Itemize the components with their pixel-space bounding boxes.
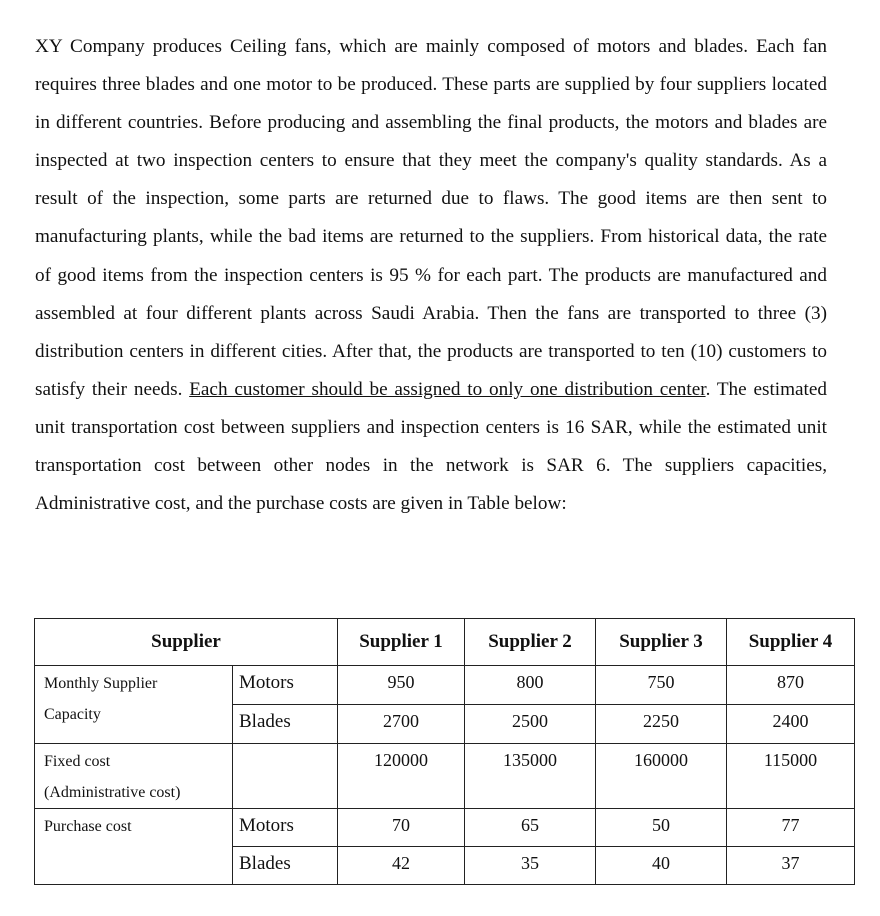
- capacity-label: Monthly Supplier Capacity: [35, 666, 233, 744]
- fixed-cost-label: Fixed cost (Administrative cost): [35, 744, 233, 809]
- purchase-blades-s3: 40: [596, 847, 727, 885]
- statement-underlined-text: Each customer should be assigned to only one distribution center: [189, 378, 706, 400]
- fixed-cost-s2: 135000: [465, 744, 596, 809]
- fixed-cost-s4: 115000: [727, 744, 855, 809]
- purchase-blades-s1: 42: [338, 847, 465, 885]
- purchase-blades-s4: 37: [727, 847, 855, 885]
- statement-text-end: . The estimated unit transportation cost between suppliers and inspection centers is 16 SAR, while the estimated unit transportation cost between other nodes in the network is SAR 6. The suppliers capacities, Administrative cost, and the purchase costs are given in Table below:: [35, 378, 827, 515]
- fixed-cost-s3: 160000: [596, 744, 727, 809]
- capacity-blades-label: Blades: [233, 705, 338, 744]
- purchase-blades-s2: 35: [465, 847, 596, 885]
- problem-statement: [35, 28, 827, 523]
- purchase-motors-s1: 70: [338, 809, 465, 847]
- purchase-cost-label: Purchase cost: [35, 809, 233, 885]
- capacity-motors-s1: 950: [338, 666, 465, 705]
- header-supplier-4: Supplier 4: [727, 619, 855, 666]
- purchase-blades-label: Blades: [233, 847, 338, 885]
- capacity-blades-s3: 2250: [596, 705, 727, 744]
- purchase-motors-s2: 65: [465, 809, 596, 847]
- capacity-blades-s1: 2700: [338, 705, 465, 744]
- capacity-blades-s4: 2400: [727, 705, 855, 744]
- table-row: [35, 809, 855, 847]
- capacity-blades-s2: 2500: [465, 705, 596, 744]
- capacity-motors-s4: 870: [727, 666, 855, 705]
- header-supplier-label: Supplier: [35, 619, 338, 666]
- statement-text: XY Company produces Ceiling fans, which are mainly composed of motors and blades. Each fan requires three blades and one motor to be produced. These parts are supplied by four suppliers located in different countries. Before producing and assembling the final products, the motors and blades are inspected at two inspection centers to ensure that they meet the company's quality standards. As a result of the inspection, some parts are returned due to flaws. The good items are then sent to manufacturing plants, while the bad items are returned to the suppliers. From historical data, the rate of good items from the inspection centers is 95 % for each part. The products are manufactured and assembled at four different plants across Saudi Arabia. Then the fans are transported to three (3) distribution centers in different cities. After that, the products are transported to ten (10) customers to satisfy their needs.: [35, 36, 827, 400]
- capacity-motors-s3: 750: [596, 666, 727, 705]
- fixed-cost-empty: [233, 744, 338, 809]
- capacity-motors-label: Motors: [233, 666, 338, 705]
- purchase-motors-s4: 77: [727, 809, 855, 847]
- supplier-table: [34, 618, 855, 885]
- purchase-motors-s3: 50: [596, 809, 727, 847]
- header-supplier-2: Supplier 2: [465, 619, 596, 666]
- purchase-motors-label: Motors: [233, 809, 338, 847]
- header-supplier-1: Supplier 1: [338, 619, 465, 666]
- table-row: [35, 666, 855, 705]
- header-supplier-3: Supplier 3: [596, 619, 727, 666]
- table-header-row: [35, 619, 855, 666]
- capacity-motors-s2: 800: [465, 666, 596, 705]
- table-row: [35, 744, 855, 809]
- fixed-cost-s1: 120000: [338, 744, 465, 809]
